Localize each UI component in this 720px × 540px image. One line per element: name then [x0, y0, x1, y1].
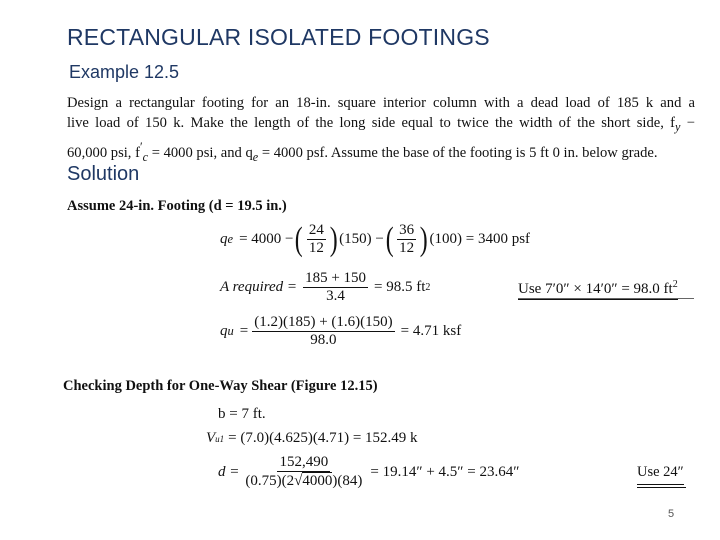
section-heading: Checking Depth for One-Way Shear (Figure 12.15): [63, 378, 378, 394]
problem-statement: [67, 93, 695, 167]
qe-equation: q e = 4000 − ( $\frac{24}{12}$ ) (150) − ( $\frac{36}{12}$ ) (100) = 3400 psf: [220, 220, 531, 258]
qu-equation: q u = $\frac{(1.2)(185) + (1.6)(150)}{98.0}$ = 4.71 ksf: [220, 314, 462, 348]
use-area-note: Use 7′0″ × 14′0″ = 98.0 $ft^2$: [518, 279, 678, 298]
use-area-rule: [518, 298, 694, 299]
problem-line-1: Design a rectangular footing for an 18-in. square interior column with a dead load of 185 k and a: [67, 95, 695, 111]
assume-line: Assume 24-in. Footing (d = 19.5 in.): [67, 198, 287, 214]
b-equation: b = 7 ft.: [218, 406, 266, 422]
d-equation: d = $\frac{152,490}{(0.75)(2√4000)(84)}$ = 19.14″ + 4.5″ = 23.64″: [218, 454, 520, 489]
area-equation: A required = $\frac{185 + 150}{3.4}$ = 98.5 ft 2: [220, 270, 431, 304]
problem-line-3: 60,000 psi, $f'_c = 4000$ psi, and $q_e = 4000$ psf. Assume the base of the footing is 5 ft 0 in. below grade.: [67, 139, 658, 164]
page-number: 5: [668, 508, 675, 520]
solution-label: Solution: [67, 163, 140, 185]
use-depth-double-rule: [637, 487, 686, 488]
slide-title: RECTANGULAR ISOLATED FOOTINGS: [67, 24, 490, 50]
vu-equation: V u1 = (7.0)(4.625)(4.71) = 152.49 k: [206, 430, 418, 446]
problem-line-2: live load of 150 k. Make the length of the long side equal to twice the width of the short side, $f_y$ −: [67, 115, 695, 134]
example-label: Example 12.5: [69, 62, 180, 82]
use-depth-note: Use 24″: [637, 464, 684, 485]
